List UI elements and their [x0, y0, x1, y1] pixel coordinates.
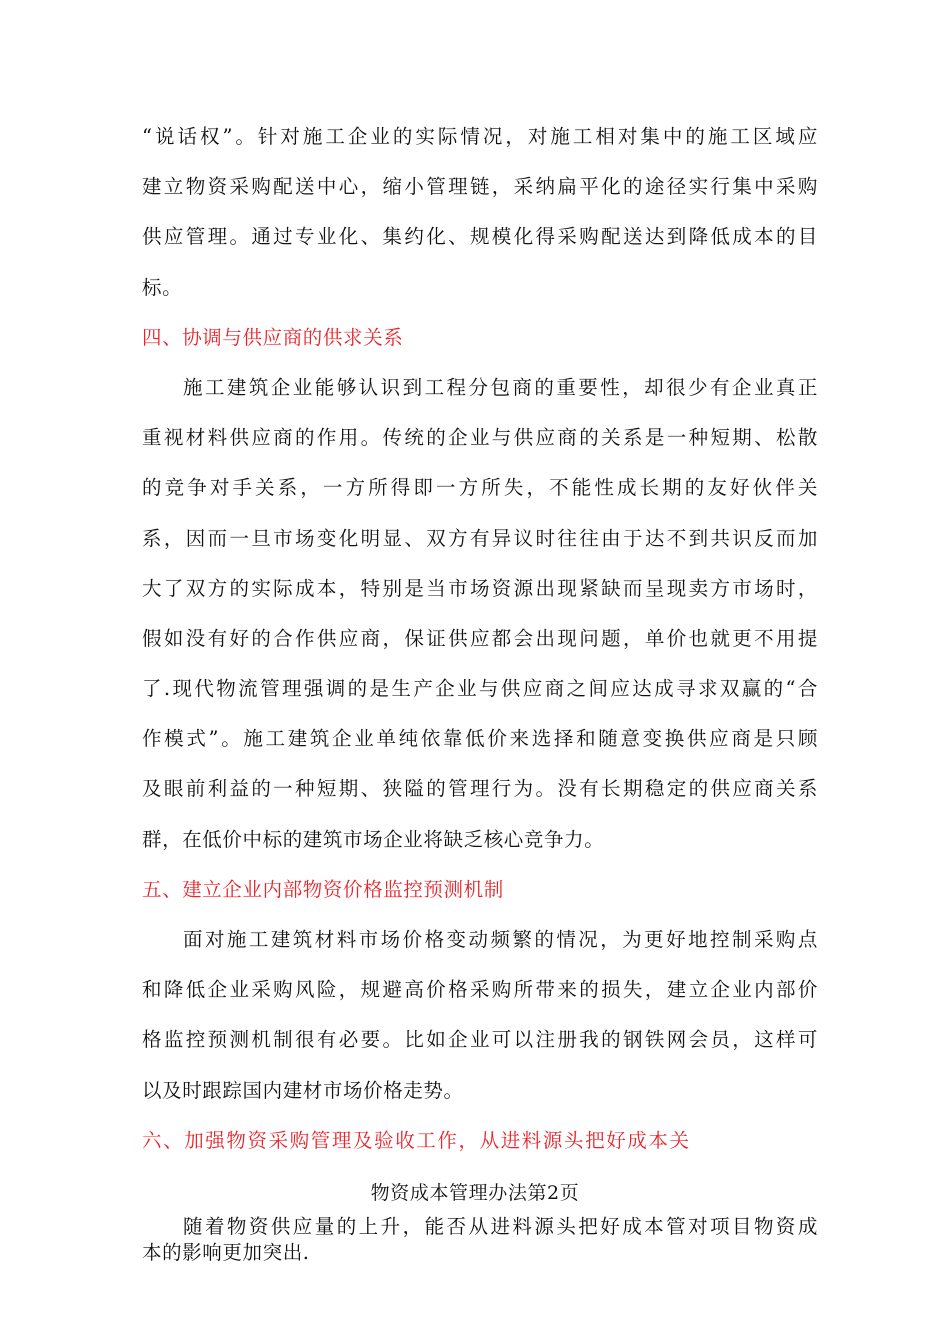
paragraph-2-line-9: 及眼前利益的一种短期、狭隘的管理行为。没有长期稳定的供应商关系: [142, 777, 818, 801]
section-heading-4: 四、协调与供应商的供求关系: [142, 325, 404, 349]
paragraph-1-line-4: 标。: [142, 275, 183, 299]
paragraph-4-line-2: 本的影响更加突出.: [142, 1241, 310, 1264]
paragraph-2-line-8: 作模式”。施工建筑企业单纯依靠低价来选择和随意变换供应商是只顾: [142, 727, 818, 751]
paragraph-3-line-1: 面对施工建筑材料市场价格变动频繁的情况，为更好地控制采购点: [183, 928, 818, 951]
section-heading-6: 六、加强物资采购管理及验收工作，从进料源头把好成本关: [142, 1128, 691, 1152]
page-footer-title: 物资成本管理办法第2页: [370, 1182, 580, 1204]
paragraph-2-line-10: 群，在低价中标的建筑市场企业将缺乏核心竞争力。: [142, 827, 605, 851]
paragraph-3-line-3: 格监控预测机制很有必要。比如企业可以注册我的钢铁网会员，这样可: [142, 1028, 818, 1052]
paragraph-2-line-5: 大了双方的实际成本，特别是当市场资源出现紧缺而呈现卖方市场时，: [142, 576, 818, 600]
paragraph-4-line-1: 随着物资供应量的上升，能否从进料源头把好成本管对项目物资成: [183, 1215, 818, 1238]
paragraph-2-line-6: 假如没有好的合作供应商，保证供应都会出现问题，单价也就更不用提: [142, 626, 818, 650]
paragraph-2-line-2: 重视材料供应商的作用。传统的企业与供应商的关系是一种短期、松散: [142, 426, 818, 450]
paragraph-2-line-4: 系，因而一旦市场变化明显、双方有异议时往往由于达不到共识反而加: [142, 526, 818, 550]
section-heading-5: 五、建立企业内部物资价格监控预测机制: [142, 877, 504, 901]
paragraph-2-line-7: 了.现代物流管理强调的是生产企业与供应商之间应达成寻求双赢的“合: [142, 677, 818, 701]
paragraph-3-line-4: 以及时跟踪国内建材市场价格走势。: [142, 1078, 464, 1102]
paragraph-2-line-1: 施工建筑企业能够认识到工程分包商的重要性，却很少有企业真正: [183, 375, 818, 399]
paragraph-3-line-2: 和降低企业采购风险，规避高价格采购所带来的损失，建立企业内部价: [142, 978, 818, 1002]
paragraph-1-line-1: “说话权”。针对施工企业的实际情况，对施工相对集中的施工区域应: [142, 125, 818, 148]
paragraph-1-line-3: 供应管理。通过专业化、集约化、规模化得采购配送达到降低成本的目: [142, 225, 818, 249]
body-text: [142, 112, 818, 1166]
paragraph-1-line-2: 建立物资采购配送中心，缩小管理链，采纳扁平化的途径实行集中采购: [142, 175, 818, 199]
paragraph-2-line-3: 的竞争对手关系，一方所得即一方所失，不能性成长期的友好伙伴关: [142, 476, 818, 500]
continued-text: [142, 1214, 818, 1266]
